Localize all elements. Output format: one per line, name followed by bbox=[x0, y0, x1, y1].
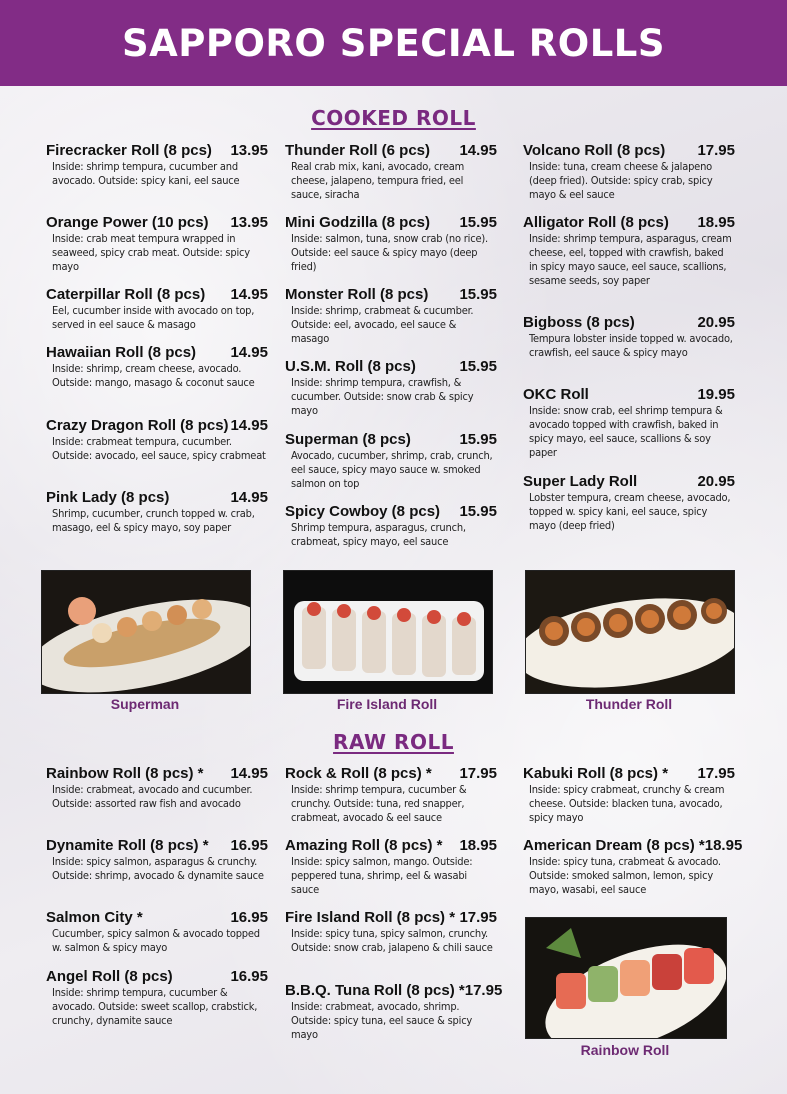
menu-item bbox=[285, 765, 497, 825]
menu-item bbox=[285, 358, 497, 418]
menu-item bbox=[285, 214, 497, 274]
item-name: OKC Roll bbox=[523, 386, 589, 403]
item-price: 15.95 bbox=[459, 358, 497, 375]
fire-island-roll-photo bbox=[283, 570, 493, 694]
item-description: Inside: spicy crabmeat, crunchy & cream cheese. Outside: blacken tuna, avocado, spicy mayo bbox=[529, 783, 725, 824]
item-price: 17.95 bbox=[697, 142, 735, 159]
item-description: Inside: shrimp tempura, cucumber & avocado. Outside: sweet scallop, crabstick, crunchy, dynamite sauce bbox=[52, 986, 258, 1027]
item-price: 13.95 bbox=[230, 142, 268, 159]
menu-item bbox=[523, 386, 735, 460]
item-name: Caterpillar Roll (8 pcs) bbox=[46, 286, 206, 303]
menu-item bbox=[523, 214, 735, 288]
rainbow-roll-caption: Rainbow Roll bbox=[580, 1042, 670, 1058]
menu-item bbox=[46, 909, 268, 955]
item-price: 18.95 bbox=[697, 214, 735, 231]
menu-item bbox=[46, 214, 268, 274]
item-name: Mini Godzilla (8 pcs) bbox=[285, 214, 431, 231]
item-name: Volcano Roll (8 pcs) bbox=[523, 142, 666, 159]
item-name: Super Lady Roll bbox=[523, 473, 638, 490]
item-name: Orange Power (10 pcs) bbox=[46, 214, 209, 231]
item-name: U.S.M. Roll (8 pcs) bbox=[285, 358, 416, 375]
item-price: 18.95 bbox=[459, 837, 497, 854]
item-price: 20.95 bbox=[697, 314, 735, 331]
item-description: Inside: crab meat tempura wrapped in seaweed, spicy crab meat. Outside: spicy mayo bbox=[52, 232, 250, 273]
item-name: Superman (8 pcs) bbox=[285, 431, 411, 448]
item-name: Salmon City * bbox=[46, 909, 143, 926]
menu-item bbox=[285, 837, 497, 897]
menu-item bbox=[285, 503, 497, 549]
item-price: 14.95 bbox=[230, 344, 268, 361]
item-description: Inside: spicy salmon, mango. Outside: peppered tuna, shrimp, eel & wasabi sauce bbox=[291, 855, 473, 896]
item-name: Dynamite Roll (8 pcs) * bbox=[46, 837, 209, 854]
menu-item bbox=[46, 417, 268, 463]
item-price: 14.95 bbox=[230, 489, 268, 506]
item-name: Spicy Cowboy (8 pcs) bbox=[285, 503, 441, 520]
item-description: Inside: salmon, tuna, snow crab (no rice). Outside: eel sauce & spicy mayo (deep fried) bbox=[291, 232, 488, 273]
item-description: Inside: spicy tuna, spicy salmon, crunchy. Outside: snow crab, jalapeno & chili sauce bbox=[291, 927, 493, 954]
item-price: 15.95 bbox=[459, 503, 497, 520]
menu-item bbox=[285, 909, 497, 955]
item-price: 14.95 bbox=[459, 142, 497, 159]
item-name: American Dream (8 pcs) * bbox=[523, 837, 705, 854]
item-description: Shrimp tempura, asparagus, crunch, crabmeat, spicy mayo, eel sauce bbox=[291, 521, 466, 548]
item-price: 14.95 bbox=[230, 417, 268, 434]
item-description: Lobster tempura, cream cheese, avocado, topped w. spicy kani, eel sauce, spicy mayo (deep fried) bbox=[529, 491, 731, 532]
superman-photo bbox=[41, 570, 251, 694]
item-name: Rainbow Roll (8 pcs) * bbox=[46, 765, 204, 782]
item-price: 15.95 bbox=[459, 431, 497, 448]
item-name: Thunder Roll (6 pcs) bbox=[285, 142, 431, 159]
item-price: 14.95 bbox=[230, 765, 268, 782]
item-name: Bigboss (8 pcs) bbox=[523, 314, 635, 331]
item-price: 18.95 bbox=[704, 837, 743, 854]
menu-item bbox=[285, 982, 503, 1042]
item-name: Fire Island Roll (8 pcs) * bbox=[285, 909, 456, 926]
item-name: B.B.Q. Tuna Roll (8 pcs) * bbox=[285, 982, 465, 999]
item-name: Crazy Dragon Roll (8 pcs) bbox=[46, 417, 229, 434]
item-price: 15.95 bbox=[459, 214, 497, 231]
item-price: 16.95 bbox=[230, 968, 268, 985]
item-name: Alligator Roll (8 pcs) bbox=[523, 214, 669, 231]
item-description: Inside: shrimp tempura, asparagus, cream cheese, eel, topped with crawfish, baked in spicy mayo sauce, eel sauce, scallions, sesame seeds, soy paper bbox=[529, 232, 732, 287]
raw-roll-title: RAW ROLL bbox=[333, 730, 454, 754]
item-price: 13.95 bbox=[230, 214, 268, 231]
menu-item bbox=[46, 837, 268, 883]
item-description: Inside: spicy salmon, asparagus & crunchy. Outside: shrimp, avocado & dynamite sauce bbox=[52, 855, 264, 882]
item-name: Amazing Roll (8 pcs) * bbox=[285, 837, 443, 854]
menu-item bbox=[285, 431, 497, 491]
item-name: Rock & Roll (8 pcs) * bbox=[285, 765, 432, 782]
item-price: 14.95 bbox=[230, 286, 268, 303]
item-price: 20.95 bbox=[697, 473, 735, 490]
menu-item bbox=[523, 837, 743, 897]
menu-item bbox=[46, 968, 268, 1028]
fire-island-roll-caption: Fire Island Roll bbox=[336, 696, 438, 712]
menu-item bbox=[46, 142, 268, 188]
item-description: Real crab mix, kani, avocado, cream cheese, jalapeno, tempura fried, eel sauce, siracha bbox=[291, 160, 465, 201]
item-description: Inside: shrimp tempura, crawfish, & cucumber. Outside: snow crab & spicy mayo bbox=[291, 376, 474, 417]
item-price: 15.95 bbox=[459, 286, 497, 303]
thunder-roll-caption: Thunder Roll bbox=[585, 696, 673, 712]
item-price: 17.95 bbox=[459, 765, 497, 782]
thunder-roll-photo bbox=[525, 570, 735, 694]
item-name: Angel Roll (8 pcs) bbox=[46, 968, 173, 985]
item-name: Kabuki Roll (8 pcs) * bbox=[523, 765, 669, 782]
menu-item bbox=[46, 344, 268, 390]
menu-item bbox=[285, 142, 497, 202]
menu-item bbox=[46, 489, 268, 535]
item-description: Avocado, cucumber, shrimp, crab, crunch, eel sauce, spicy mayo sauce w. smoked salmon on top bbox=[291, 449, 493, 490]
item-name: Monster Roll (8 pcs) bbox=[285, 286, 429, 303]
item-name: Firecracker Roll (8 pcs) bbox=[46, 142, 212, 159]
item-description: Cucumber, spicy salmon & avocado topped w. salmon & spicy mayo bbox=[52, 927, 260, 954]
item-description: Inside: snow crab, eel shrimp tempura & avocado topped with crawfish, baked in spicy mayo, eel sauce, scallions & soy paper bbox=[529, 404, 723, 459]
menu-item bbox=[523, 473, 735, 533]
item-description: Inside: tuna, cream cheese & jalapeno (deep fried). Outside: spicy crab, spicy mayo & eel sauce bbox=[529, 160, 713, 201]
menu-item bbox=[523, 142, 735, 202]
item-description: Inside: shrimp, crabmeat & cucumber. Outside: eel, avocado, eel sauce & masago bbox=[291, 304, 474, 345]
item-price: 17.95 bbox=[459, 909, 497, 926]
item-price: 17.95 bbox=[464, 982, 503, 999]
item-description: Tempura lobster inside topped w. avocado, crawfish, eel sauce & spicy mayo bbox=[529, 332, 733, 359]
item-description: Eel, cucumber inside with avocado on top, served in eel sauce & masago bbox=[52, 304, 255, 331]
cooked-roll-title: COOKED ROLL bbox=[311, 106, 476, 130]
rainbow-roll-photo bbox=[525, 917, 727, 1039]
superman-caption: Superman bbox=[110, 696, 180, 712]
item-description: Inside: crabmeat tempura, cucumber. Outside: avocado, eel sauce, spicy crabmeat bbox=[52, 435, 266, 462]
item-description: Inside: shrimp tempura, cucumber and avocado. Outside: spicy kani, eel sauce bbox=[52, 160, 240, 187]
item-name: Hawaiian Roll (8 pcs) bbox=[46, 344, 197, 361]
menu-item bbox=[523, 314, 735, 360]
item-name: Pink Lady (8 pcs) bbox=[46, 489, 170, 506]
item-description: Inside: crabmeat, avocado, shrimp. Outside: spicy tuna, eel sauce & spicy mayo bbox=[291, 1000, 473, 1041]
menu-item bbox=[285, 286, 497, 346]
item-description: Inside: shrimp tempura, cucumber & crunchy. Outside: tuna, red snapper, crabmeat, avocado & eel sauce bbox=[291, 783, 467, 824]
menu-item bbox=[523, 765, 735, 825]
item-price: 16.95 bbox=[230, 909, 268, 926]
page-header bbox=[0, 0, 787, 86]
item-price: 19.95 bbox=[697, 386, 735, 403]
menu-item bbox=[46, 286, 268, 332]
item-price: 17.95 bbox=[697, 765, 735, 782]
menu-item bbox=[46, 765, 268, 811]
item-description: Shrimp, cucumber, crunch topped w. crab, masago, eel & spicy mayo, soy paper bbox=[52, 507, 255, 534]
item-description: Inside: spicy tuna, crabmeat & avocado. Outside: smoked salmon, lemon, spicy mayo, wasabi, eel sauce bbox=[529, 855, 721, 896]
item-price: 16.95 bbox=[230, 837, 268, 854]
page-title: SAPPORO SPECIAL ROLLS bbox=[121, 21, 666, 65]
item-description: Inside: crabmeat, avocado and cucumber. Outside: assorted raw fish and avocado bbox=[52, 783, 253, 810]
item-description: Inside: shrimp, cream cheese, avocado. Outside: mango, masago & coconut sauce bbox=[52, 362, 255, 389]
